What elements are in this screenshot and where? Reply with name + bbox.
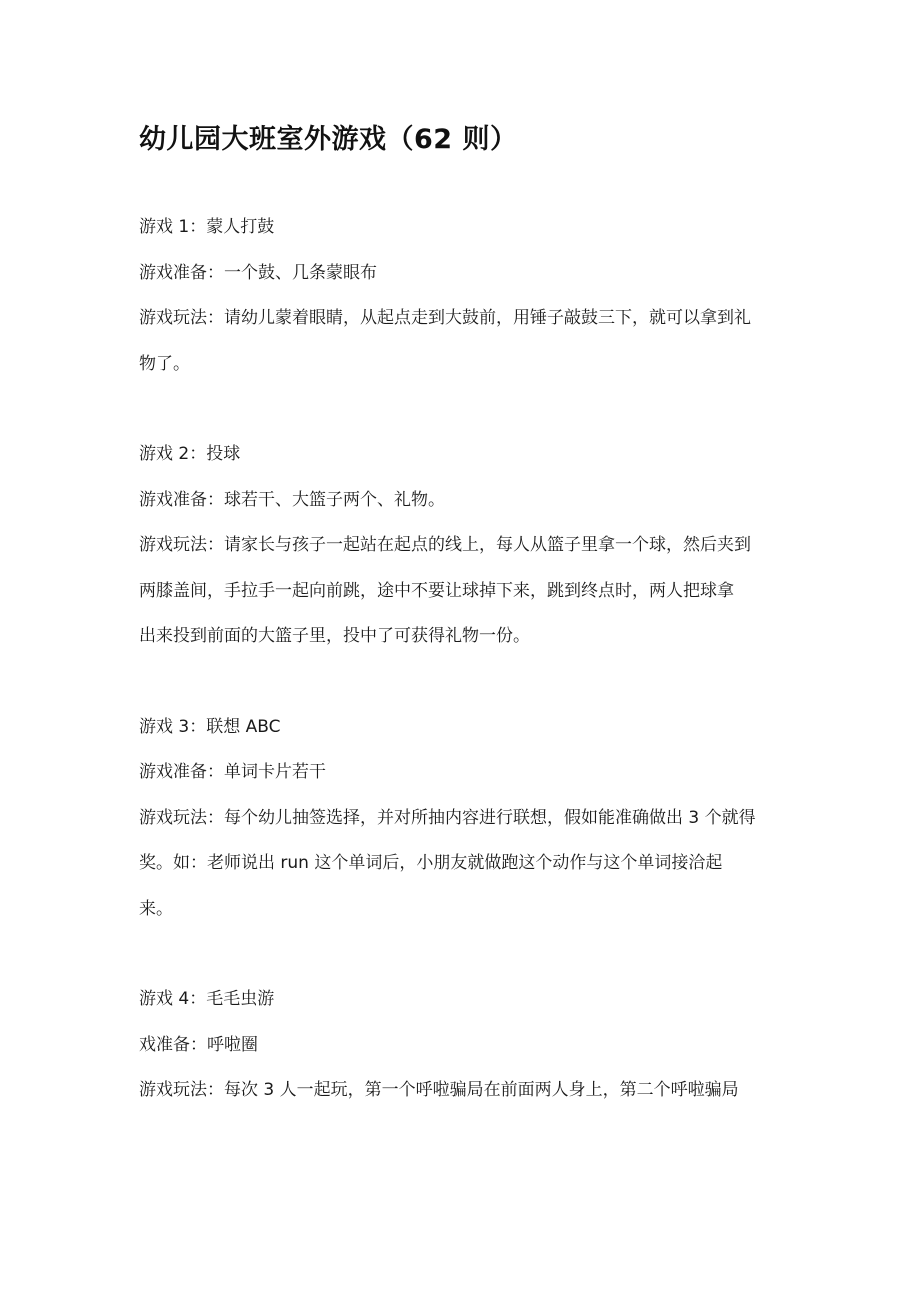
game-rules-line: 游戏玩法：每次 3 人一起玩，第一个呼啦骗局在前面两人身上，第二个呼啦骗局 [139,1080,739,1100]
document-body [139,205,794,1159]
document-title: 幼儿园大班室外游戏（62 则） [139,124,518,155]
game-heading: 游戏 3：联想 ABC [139,716,281,737]
game-rules-line: 游戏玩法：每个幼儿抽签选择，并对所抽内容进行联想，假如能准确做出 3 个就得 [139,807,756,828]
game-heading: 游戏 2：投球 [139,444,241,464]
game-section-3 [139,705,794,933]
game-section-1 [139,205,794,387]
game-preparation: 戏准备：呼啦圈 [139,1034,258,1055]
game-rules-line: 两膝盖间，手拉手一起向前跳，途中不要让球掉下来，跳到终点时，两人把球拿 [139,580,734,601]
game-rules-line: 奖。如：老师说出 run 这个单词后，小朋友就做跑这个动作与这个单词接洽起 [139,853,723,873]
game-rules-line: 物了。 [139,353,190,374]
game-rules-line: 游戏玩法：请幼儿蒙着眼睛，从起点走到大鼓前，用锤子敲鼓三下，就可以拿到礼 [139,308,751,328]
game-preparation: 游戏准备：一个鼓、几条蒙眼布 [139,262,377,283]
game-heading: 游戏 1：蒙人打鼓 [139,217,275,237]
game-rules-line: 游戏玩法：请家长与孩子一起站在起点的线上，每人从篮子里拿一个球，然后夹到 [139,535,751,555]
game-preparation: 游戏准备：单词卡片若干 [139,762,326,782]
game-section-2 [139,432,794,660]
game-section-4 [139,977,794,1114]
game-rules-line: 出来投到前面的大篮子里，投中了可获得礼物一份。 [139,626,530,646]
game-heading: 游戏 4：毛毛虫游 [139,989,275,1009]
game-rules-line: 来。 [139,898,173,919]
game-preparation: 游戏准备：球若干、大篮子两个、礼物。 [139,489,445,510]
